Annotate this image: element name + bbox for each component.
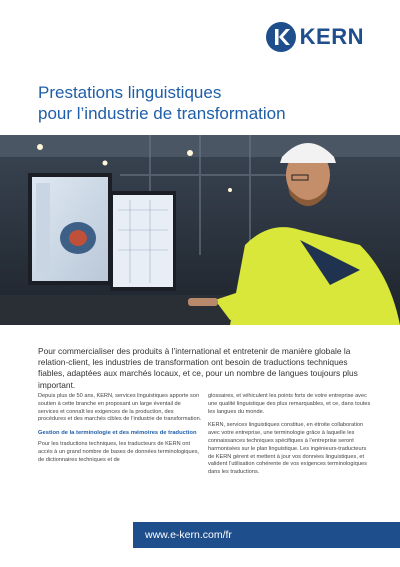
right-paragraph-1: glossaires, et véhiculent les points forts de votre entreprise avec une qualité linguistique des plus remarquables, et ce, dans toutes les langues du monde. [208, 393, 371, 415]
left-paragraph-1: Depuis plus de 50 ans, KERN, services linguistiques apporte son soutien à cette branche en proposant un large éventail de services et connaît les exigences de la production, des procédures et des marchés cibles de l’industrie de transformation. [38, 393, 202, 423]
right-column [208, 393, 372, 483]
hero-photo [0, 135, 400, 325]
left-paragraph-2: Pour les traductions techniques, les traducteurs de KERN ont accès à un grand nombre de bases de données terminologiques, de dictionnaires techniques et de [38, 440, 200, 463]
right-paragraph-2: KERN, services linguistiques constitue, en étroite collaboration avec votre entreprise, une terminologie grâce à laquelle les connaissances techniques spécifiques à l’entreprise seront harmonisées sur le plan linguistique. Les ingénieurs-traducteurs de KERN gèrent et mettent à jour vos données linguistiques, et valident l’utilisation cohérente de vos exigences terminologiques dans les traductions. [208, 422, 367, 476]
title-line-1: Prestations linguistiques [38, 83, 222, 102]
section-heading-terminology: Gestion de la terminologie et des mémoires de traduction [38, 430, 197, 437]
kern-logo [266, 22, 364, 52]
left-column [38, 393, 202, 470]
logo-text: KERN [299, 24, 364, 49]
page-title [38, 82, 358, 124]
title-line-2: pour l’industrie de transformation [38, 104, 286, 123]
kern-logo-mark-icon [266, 22, 296, 52]
website-link[interactable]: www.e-kern.com/fr [145, 529, 232, 541]
intro-paragraph: Pour commercialiser des produits à l’international et entretenir de manière globale la relation-client, les industries de transformation ont besoin de traductions techniques fiables, adaptées aux marchés locaux, et ce, pour un nombre de langues toujours plus important. [38, 346, 358, 390]
footer-url-bar[interactable] [133, 522, 400, 548]
